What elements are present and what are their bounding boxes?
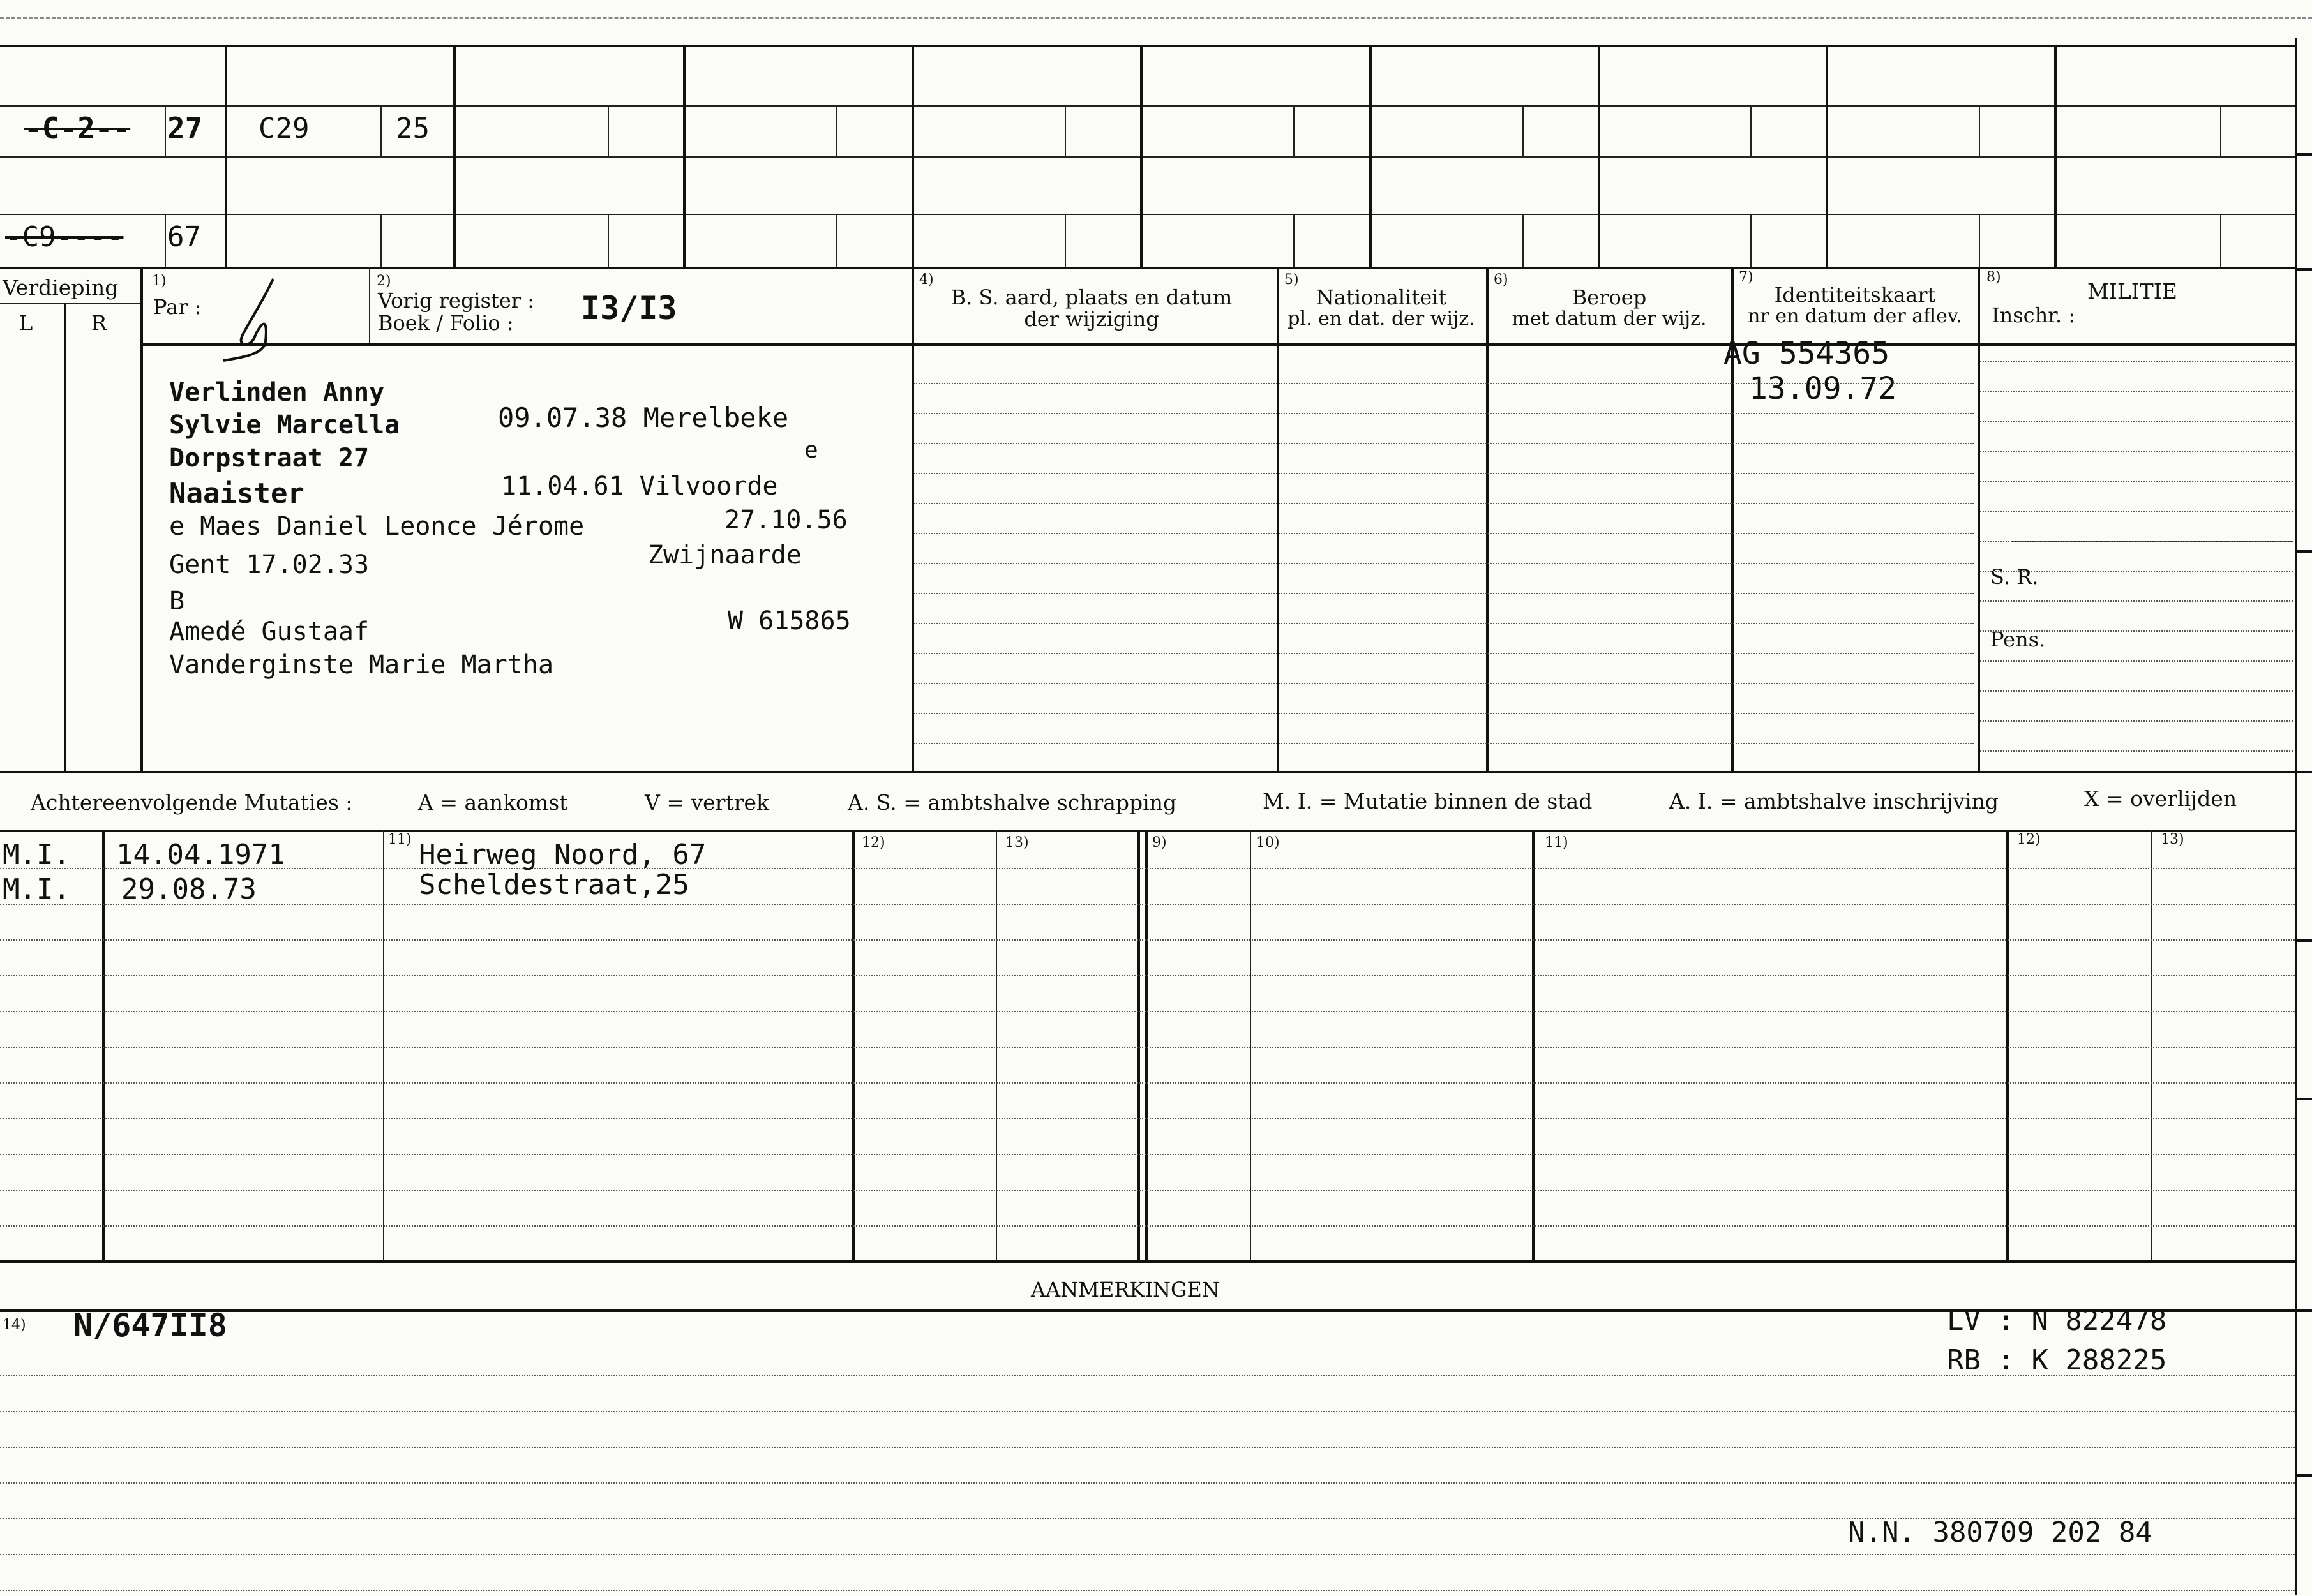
edge-tick	[2295, 939, 2312, 942]
mutations-bottom-line	[0, 1260, 2295, 1263]
col7-header-line1: Identiteitskaart	[1774, 283, 1936, 307]
mutations-col-divider	[2151, 830, 2152, 1260]
remarks-number: 14)	[3, 1317, 26, 1333]
militie-title: MILITIE	[2087, 279, 2177, 304]
top-cell-r1c4: 25	[396, 112, 430, 145]
column-divider	[140, 267, 143, 771]
top-cell-r2c1: -C9----	[5, 221, 124, 253]
col5-header-line2: pl. en dat. der wijz.	[1287, 308, 1475, 330]
edge-tick	[2295, 1309, 2312, 1312]
edge-tick	[2295, 550, 2312, 553]
writing-line	[1980, 391, 2293, 392]
mutations-col-num: 11)	[1545, 835, 1568, 851]
mutation-address: Heirweg Noord, 67	[419, 839, 707, 871]
mutations-col-num: 13)	[1005, 835, 1029, 851]
remarks-lv: LV : N 822478	[1947, 1304, 2167, 1337]
person-id-number: W 615865	[728, 606, 851, 636]
column-divider	[1277, 267, 1279, 771]
writing-line	[0, 1225, 2295, 1227]
mutations-col-divider	[852, 830, 855, 1260]
header-top-line	[0, 267, 2295, 269]
writing-line	[1980, 690, 2293, 692]
edge-tick	[2295, 1474, 2312, 1477]
col8-number: 8)	[1986, 269, 2001, 285]
writing-line	[0, 975, 2295, 976]
scan-top-edge	[0, 17, 2312, 19]
col5-header-line1: Nationaliteit	[1316, 285, 1447, 310]
top-grid-line	[0, 214, 2295, 215]
top-grid-subdivider	[1750, 105, 1752, 156]
person-mark: e	[804, 437, 818, 463]
column-divider	[64, 303, 66, 771]
top-grid-divider	[1826, 45, 1828, 267]
writing-line	[0, 1375, 2295, 1376]
vorig-label: Vorig register :	[378, 288, 535, 313]
right-edge	[2295, 38, 2297, 1595]
person-occupation: Naaister	[169, 477, 304, 510]
mutations-col-divider	[1137, 830, 1140, 1260]
mutations-col-num: 12)	[862, 835, 885, 851]
top-grid-subdivider	[380, 214, 382, 267]
verdieping-l-label: L	[19, 311, 33, 335]
person-spouse-place: Zwijnaarde	[648, 541, 802, 570]
top-grid-subdivider	[1065, 214, 1066, 267]
col6-number: 6)	[1494, 272, 1508, 288]
mutations-col-divider	[102, 830, 105, 1260]
person-father: Amedé Gustaaf	[169, 617, 370, 646]
par-number: 1)	[152, 273, 167, 289]
writing-line	[1980, 660, 2293, 662]
writing-line	[0, 868, 2295, 869]
top-grid-divider	[1369, 45, 1372, 267]
top-grid-line	[0, 156, 2295, 158]
edge-tick	[2295, 771, 2312, 773]
mutations-col-divider	[1145, 830, 1148, 1260]
mutation-date: 14.04.1971	[116, 839, 285, 871]
writing-line	[914, 623, 1974, 624]
top-grid-subdivider	[836, 214, 837, 267]
writing-line	[0, 1482, 2295, 1484]
remarks-value: N/647II8	[73, 1307, 227, 1344]
top-grid-divider	[1140, 45, 1143, 267]
top-grid-subdivider	[2220, 214, 2221, 267]
header-bottom-line	[140, 343, 2295, 346]
top-grid-subdivider	[1293, 214, 1295, 267]
person-nationality: B	[169, 586, 185, 616]
top-grid-subdivider	[608, 214, 609, 267]
writing-line	[914, 593, 1974, 594]
writing-line	[1980, 421, 2293, 422]
vorig-value: I3/I3	[581, 290, 677, 327]
mutations-col-divider	[1250, 830, 1251, 1260]
legend-ai: A. I. = ambtshalve inschrijving	[1669, 789, 1999, 814]
writing-line	[0, 1011, 2295, 1012]
verdieping-r-label: R	[91, 311, 107, 335]
section-line	[0, 771, 2295, 773]
remarks-title: AANMERKINGEN	[1031, 1278, 1220, 1302]
writing-line	[1980, 511, 2293, 512]
mutations-col-num: 9)	[1152, 835, 1167, 851]
top-grid-divider	[912, 45, 914, 267]
top-grid-divider	[1598, 45, 1600, 267]
writing-line	[1980, 451, 2293, 452]
top-grid-subdivider	[1522, 214, 1524, 267]
top-cell-r1c2: 27	[167, 111, 203, 145]
vorig-number: 2)	[377, 273, 391, 289]
edge-tick	[2295, 1098, 2312, 1100]
par-label: Par :	[153, 295, 202, 319]
top-grid-subdivider	[165, 105, 166, 156]
legend-as: A. S. = ambtshalve schrapping	[848, 790, 1177, 815]
writing-line	[1980, 600, 2293, 602]
top-grid-subdivider	[380, 105, 382, 156]
column-divider	[369, 267, 370, 343]
writing-line	[0, 1047, 2295, 1048]
writing-line	[914, 743, 1974, 744]
mutations-col-divider	[996, 830, 997, 1260]
edge-tick	[2295, 153, 2312, 156]
mutations-col-num: 10)	[1256, 835, 1280, 851]
top-grid-subdivider	[1065, 105, 1066, 156]
remarks-rb: RB : K 288225	[1947, 1344, 2167, 1376]
col7-number: 7)	[1739, 269, 1753, 285]
militie-inschr-label: Inschr. :	[1992, 303, 2076, 327]
writing-line	[914, 533, 1974, 534]
person-name: Verlinden Anny	[169, 378, 385, 407]
remarks-nn: N.N. 380709 202 84	[1848, 1516, 2152, 1549]
writing-line	[1980, 720, 2293, 722]
mutation-date: 29.08.73	[121, 873, 257, 906]
mutations-col-divider	[2006, 830, 2009, 1260]
verdieping-label: Verdieping	[3, 275, 119, 300]
col4-number: 4)	[919, 272, 934, 288]
top-cell-r1c1: -C-2--	[24, 111, 131, 145]
top-grid-subdivider	[1522, 105, 1524, 156]
top-grid-line	[0, 45, 2295, 47]
top-grid-divider	[683, 45, 686, 267]
legend-x: X = overlijden	[2084, 786, 2237, 811]
writing-line	[914, 653, 1974, 654]
mutations-col-num: 13)	[2161, 832, 2184, 847]
verdieping-split-line	[0, 303, 140, 304]
person-spouse-birth: Gent 17.02.33	[169, 550, 370, 579]
writing-line	[0, 1447, 2295, 1448]
par-signature	[217, 271, 306, 367]
writing-line	[914, 413, 1974, 414]
person-spouse-date: 27.10.56	[724, 505, 848, 535]
top-grid-subdivider	[608, 105, 609, 156]
writing-line	[0, 1590, 2295, 1591]
top-grid-subdivider	[1293, 105, 1295, 156]
edge-tick	[2295, 268, 2312, 271]
identity-card-number: AG 554365	[1723, 336, 1890, 371]
top-grid-subdivider	[1750, 214, 1752, 267]
mutation-address: Scheldestraat,25	[419, 869, 689, 901]
top-grid-subdivider	[165, 214, 166, 267]
writing-line	[914, 473, 1974, 474]
writing-line	[0, 1518, 2295, 1519]
writing-line	[0, 1082, 2295, 1084]
writing-line	[0, 1154, 2295, 1155]
militie-pens-label: Pens.	[1990, 627, 2046, 652]
top-grid-subdivider	[836, 105, 837, 156]
top-grid-subdivider	[1979, 214, 1980, 267]
writing-line	[914, 563, 1974, 564]
col6-header-line1: Beroep	[1572, 285, 1647, 310]
writing-line	[914, 443, 1974, 444]
column-divider	[1486, 267, 1489, 771]
person-birth: 09.07.38 Merelbeke	[498, 402, 789, 433]
top-grid-subdivider	[2220, 105, 2221, 156]
mutations-col-num: 11)	[388, 832, 412, 847]
col5-number: 5)	[1284, 272, 1299, 288]
mutation-type: M.I.	[3, 839, 70, 871]
person-first-names: Sylvie Marcella	[169, 410, 400, 440]
person-marriage: 11.04.61 Vilvoorde	[501, 472, 778, 501]
top-grid-divider	[2054, 45, 2057, 267]
col6-header-line2: met datum der wijz.	[1512, 308, 1707, 330]
writing-line	[0, 904, 2295, 905]
top-grid-subdivider	[1979, 105, 1980, 156]
col4-header-line2: der wijziging	[1024, 307, 1159, 331]
mutation-type: M.I.	[3, 873, 70, 906]
mutations-col-divider	[1532, 830, 1535, 1260]
legend-v: V = vertrek	[645, 790, 769, 815]
top-grid-divider	[453, 45, 456, 267]
top-grid-line	[0, 105, 2295, 107]
writing-line	[914, 503, 1974, 504]
top-grid-divider	[225, 45, 227, 267]
writing-line	[1980, 481, 2293, 482]
mutations-col-num: 12)	[2017, 832, 2041, 847]
legend-a: A = aankomst	[418, 790, 568, 815]
writing-line	[0, 1554, 2295, 1555]
writing-line	[1980, 541, 2293, 542]
person-address: Dorpstraat 27	[169, 444, 370, 473]
writing-line	[0, 939, 2295, 941]
writing-line	[0, 1118, 2295, 1119]
writing-line	[914, 683, 1974, 684]
person-spouse: e Maes Daniel Leonce Jérome	[169, 512, 585, 541]
writing-line	[0, 1411, 2295, 1412]
column-divider	[912, 267, 914, 771]
identity-card-date: 13.09.72	[1749, 371, 1897, 406]
militie-sr-label: S. R.	[1990, 565, 2039, 589]
top-cell-r2c2: 67	[167, 221, 201, 253]
mutations-col-divider	[383, 830, 384, 1260]
col7-header-line2: nr en datum der aflev.	[1748, 305, 1962, 327]
col4-header-line1: B. S. aard, plaats en datum	[950, 285, 1233, 310]
writing-line	[1980, 361, 2293, 362]
writing-line	[914, 713, 1974, 714]
writing-line	[0, 1190, 2295, 1191]
legend-title: Achtereenvolgende Mutaties :	[31, 790, 353, 815]
boek-label: Boek / Folio :	[378, 311, 514, 335]
writing-line	[1980, 630, 2293, 632]
writing-line	[1980, 571, 2293, 572]
top-cell-r1c3: C29	[259, 112, 310, 145]
column-divider	[1978, 267, 1980, 771]
writing-line	[1980, 750, 2293, 752]
person-mother: Vanderginste Marie Martha	[169, 650, 554, 680]
legend-mi: M. I. = Mutatie binnen de stad	[1263, 789, 1593, 814]
